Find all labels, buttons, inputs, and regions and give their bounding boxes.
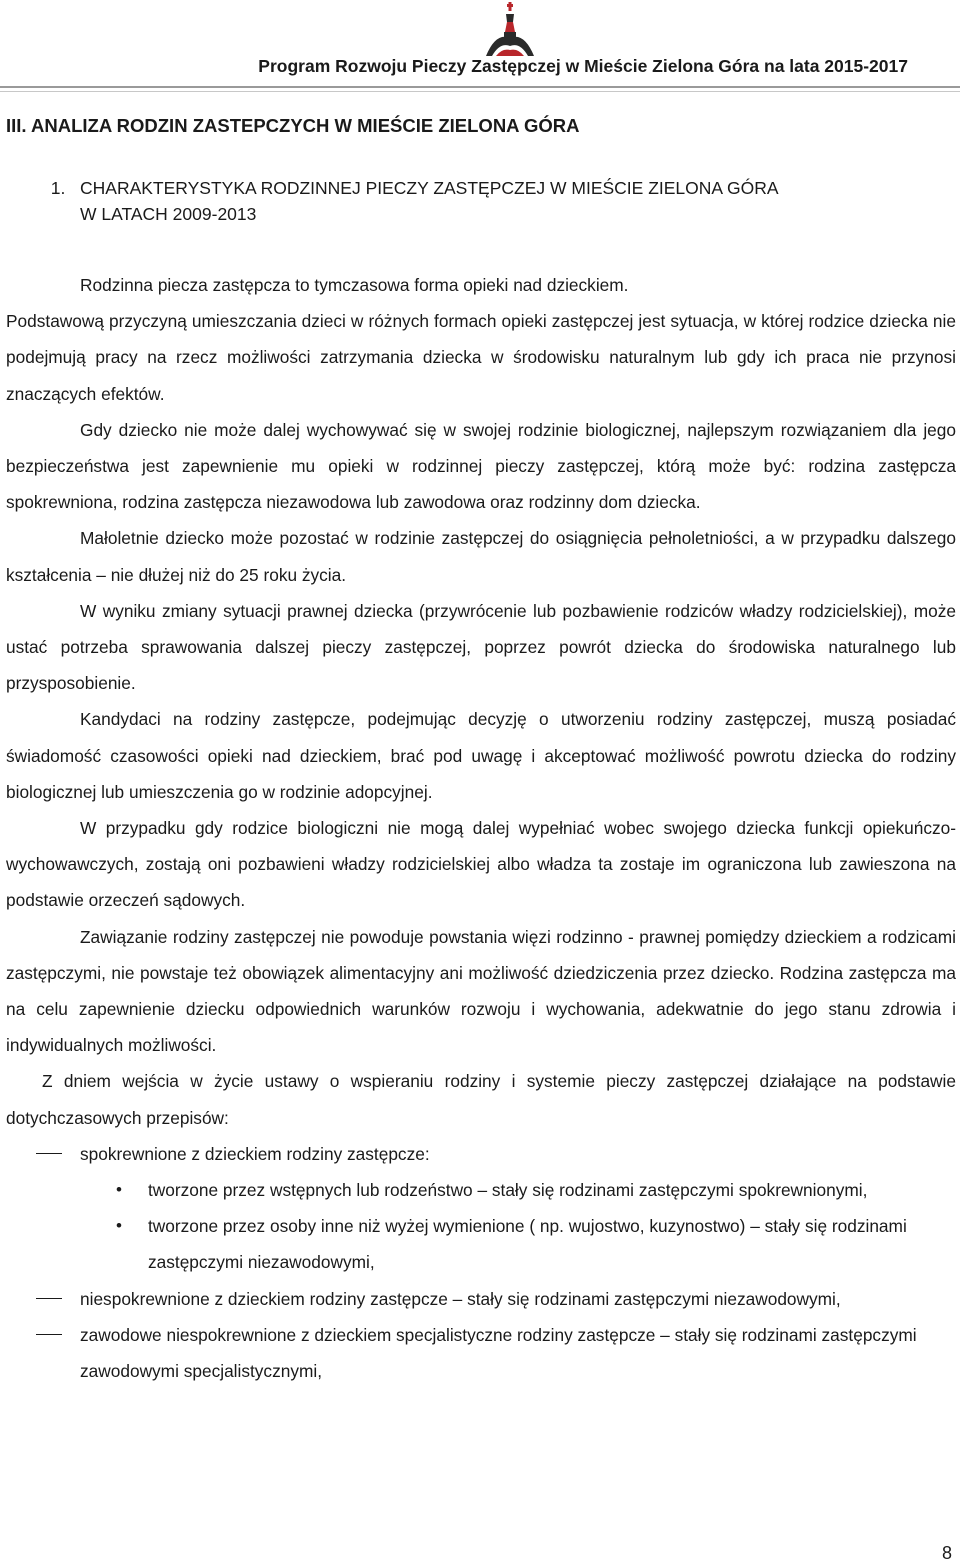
- paragraph-5: W wyniku zmiany sytuacji prawnej dziecka (przywrócenie lub pozbawienie rodziców władzy rodzicielskiej), może ustać potrzeba sprawowania dalszej pieczy zastępczej, poprzez powrót dziecka do środowiska naturalnego lub przysposobienie.: [6, 600, 956, 694]
- subsection-line-1: CHARAKTERYSTYKA RODZINNEJ PIECZY ZASTĘPCZEJ W MIEŚCIE ZIELONA GÓRA: [80, 178, 779, 198]
- paragraph-8: Zawiązanie rodziny zastępczej nie powoduje powstania więzi rodzinno - prawnej pomiędzy dzieckiem a rodzicami zastępczymi, nie powstaje też obowiązek alimentacyjny ani możliwość dziedziczenia przez dziecko. Rodzina zastępcza ma na celu zapewnienie dziecku odpowiednich warunków rozwoju i wychowania, adekwatnie do jego stanu zdrowia i indywidualnych możliwości.: [6, 926, 956, 1056]
- header-rule-thin: [0, 91, 960, 92]
- paragraph-4: Małoletnie dziecko może pozostać w rodzinie zastępczej do osiągnięcia pełnoletniości, a w przypadku dalszego kształcenia – nie dłużej niż do 25 roku życia.: [6, 528, 956, 585]
- bullet-marker: •: [116, 1180, 122, 1200]
- list-item: zawodowe niespokrewnione z dzieckiem specjalistyczne rodziny zastępcze – stały się rodzinami zastępczymi zawodowymi specjalistycznymi,: [6, 1317, 956, 1389]
- city-crest-icon: [482, 2, 538, 58]
- dash-marker: [36, 1298, 62, 1299]
- foster-family-list: [6, 1136, 956, 1389]
- dash-marker: [36, 1334, 62, 1335]
- sub-list-item: • tworzone przez wstępnych lub rodzeństwo – stały się rodzinami zastępczymi spokrewnionymi,: [6, 1172, 956, 1208]
- paragraph-6: Kandydaci na rodziny zastępcze, podejmując decyzję o utworzeniu rodziny zastępczej, muszą posiadać świadomość czasowości opieki nad dzieckiem, brać pod uwagę i akceptować możliwość powrotu dziecka do rodziny biologicznej lub umieszczenia go w rodzinie adopcyjnej.: [6, 709, 956, 802]
- document-body: [6, 113, 956, 1389]
- section-title: III. ANALIZA RODZIN ZASTEPCZYCH W MIEŚCIE ZIELONA GÓRA: [6, 115, 580, 136]
- paragraph-9: Z dniem wejścia w życie ustawy o wspieraniu rodziny i systemie pieczy zastępczej działające na podstawie dotychczasowych przepisów:: [6, 1071, 956, 1128]
- header-rule: [0, 86, 960, 88]
- sub-list-item: • tworzone przez osoby inne niż wyżej wymienione ( np. wujostwo, kuzynostwo) – stały się rodzinami zastępczymi niezawodowymi,: [6, 1208, 956, 1280]
- paragraph-7: W przypadku gdy rodzice biologiczni nie mogą dalej wypełniać wobec swojego dziecka funkcji opiekuńczo-wychowawczych, zostają oni pozbawieni władzy rodzicielskiej albo władza ta zostaje im ograniczona lub zawieszona na podstawie orzeczeń sądowych.: [6, 818, 956, 911]
- paragraph-2: Podstawową przyczyną umieszczania dzieci w różnych formach opieki zastępczej jest sytuacja, w której rodzice dziecka nie podejmują pracy na rzecz możliwości zatrzymania dziecka w środowisku naturalnym lub gdy ich praca nie przynosi znaczących efektów.: [6, 311, 956, 404]
- bullet-marker: •: [116, 1216, 122, 1236]
- header-title: Program Rozwoju Pieczy Zastępczej w Mieście Zielona Góra na lata 2015-2017: [258, 56, 908, 76]
- subsection-line-2: W LATACH 2009-2013: [80, 204, 257, 224]
- subsection-title: [6, 175, 956, 227]
- subsection-number: 1.: [50, 178, 66, 198]
- list-item: niespokrewnione z dzieckiem rodziny zastępcze – stały się rodzinami zastępczymi niezawodowymi,: [6, 1281, 956, 1317]
- page-header: [0, 0, 960, 92]
- paragraph-3: Gdy dziecko nie może dalej wychowywać się w swojej rodzinie biologicznej, najlepszym rozwiązaniem dla jego bezpieczeństwa jest zapewnienie mu opieki w rodzinnej pieczy zastępczej, którą może być: rodzina zastępcza spokrewniona, rodzina zastępcza niezawodowa lub zawodowa oraz rodzinny dom dziecka.: [6, 419, 956, 513]
- paragraph-1: Rodzinna piecza zastępcza to tymczasowa forma opieki nad dzieckiem.: [80, 275, 629, 295]
- list-item: spokrewnione z dzieckiem rodziny zastępcze: • tworzone przez wstępnych lub rodzeństwo – stały się rodzinami zastępczymi spokrewnionymi, • tworzone przez osoby inne niż wyżej wymienione ( np. wujostwo, kuzynostwo) – stały się rodzinami zastępczymi niezawodowymi,: [6, 1136, 956, 1281]
- dash-marker: [36, 1153, 62, 1154]
- sub-list: [80, 1172, 956, 1281]
- page-number: 8: [941, 1543, 952, 1563]
